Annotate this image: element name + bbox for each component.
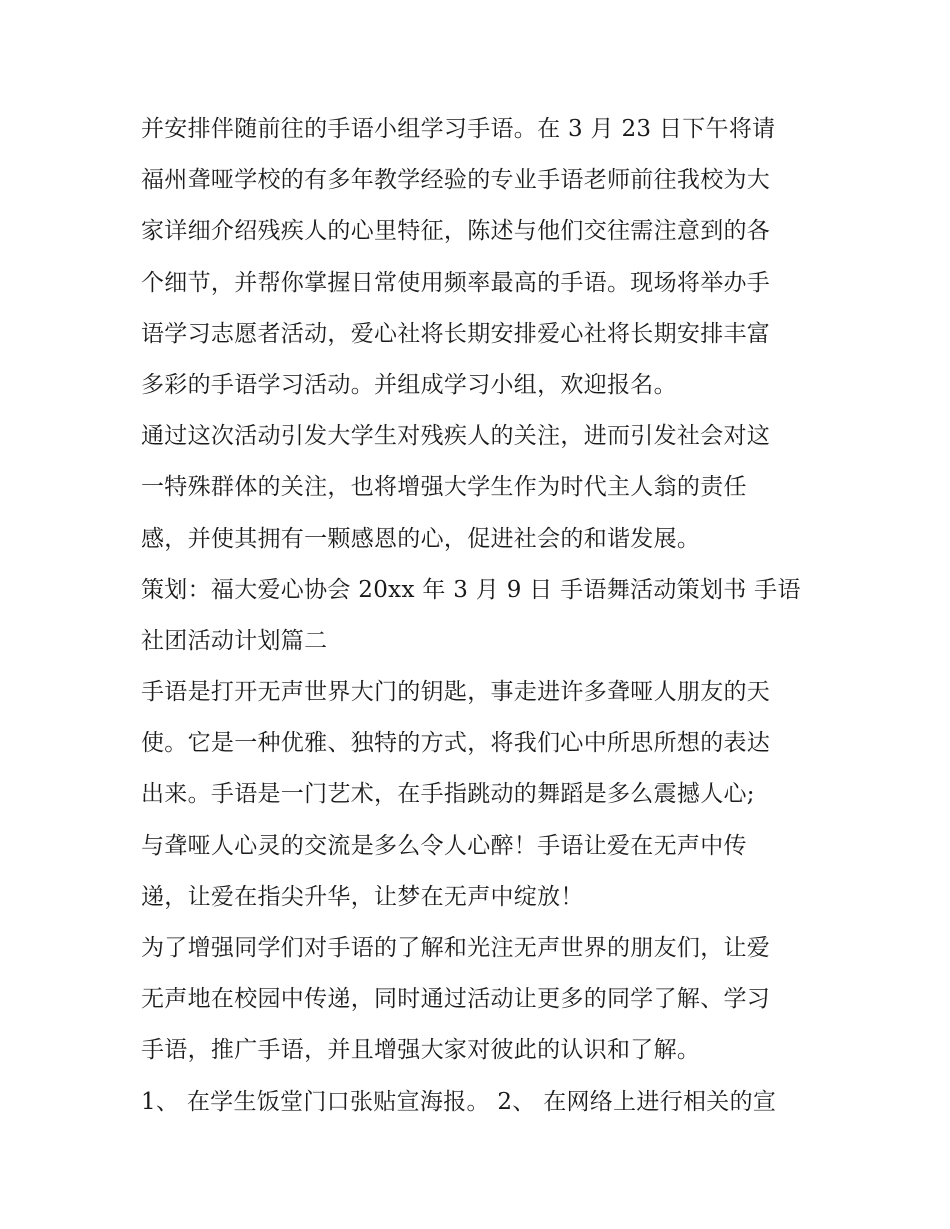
text-line-15: 与聋哑人心灵的交流是多么令人心醉！手语让爱在无声中传 xyxy=(141,832,747,859)
text-line-7: 通过这次活动引发大学生对残疾人的关注，进而引发社会对这 xyxy=(141,423,771,450)
text-line-14: 出来。手语是一门艺术，在手指跳动的舞蹈是多么震撼人心; xyxy=(141,781,755,808)
text-line-9: 感，并使其拥有一颗感恩的心，促进社会的和谐发展。 xyxy=(141,525,701,552)
text-line-10: 策划：福大爱心协会 20xx 年 3 月 9 日 手语舞活动策划书 手语 xyxy=(141,576,801,603)
text-line-5: 语学习志愿者活动，爱心社将长期安排爱心社将长期安排丰富 xyxy=(141,320,771,347)
document-body xyxy=(141,104,821,1128)
text-line-12: 手语是打开无声世界大门的钥匙，事走进许多聋哑人朋友的天 xyxy=(141,679,771,706)
text-line-2: 福州聋哑学校的有多年教学经验的专业手语老师前往我校为大 xyxy=(141,167,771,194)
text-line-13: 使。它是一种优雅、独特的方式，将我们心中所思所想的表达 xyxy=(141,730,771,757)
text-line-19: 手语，推广手语，并且增强大家对彼此的认识和了解。 xyxy=(141,1037,701,1064)
text-line-17: 为了增强同学们对手语的了解和光注无声世界的朋友们，让爱 xyxy=(141,935,771,961)
text-line-4: 个细节，并帮你掌握日常使用频率最高的手语。现场将举办手 xyxy=(141,269,771,296)
text-line-18: 无声地在校园中传递，同时通过活动让更多的同学了解、学习 xyxy=(141,986,771,1013)
text-line-20: 1、 在学生饭堂门口张贴宣海报。 2、 在网络上进行相关的宣 xyxy=(141,1088,777,1115)
text-line-3: 家详细介绍残疾人的心里特征，陈述与他们交往需注意到的各 xyxy=(141,218,771,245)
text-line-6: 多彩的手语学习活动。并组成学习小组，欢迎报名。 xyxy=(141,371,677,398)
text-line-11: 社团活动计划篇二 xyxy=(141,627,328,654)
text-line-16: 递，让爱在指尖升华，让梦在无声中绽放！ xyxy=(141,883,584,910)
text-line-1: 并安排伴随前往的手语小组学习手语。在 3 月 23 日下午将请 xyxy=(141,116,776,142)
text-line-8: 一特殊群体的关注，也将增强大学生作为时代主人翁的责任 xyxy=(141,474,747,501)
